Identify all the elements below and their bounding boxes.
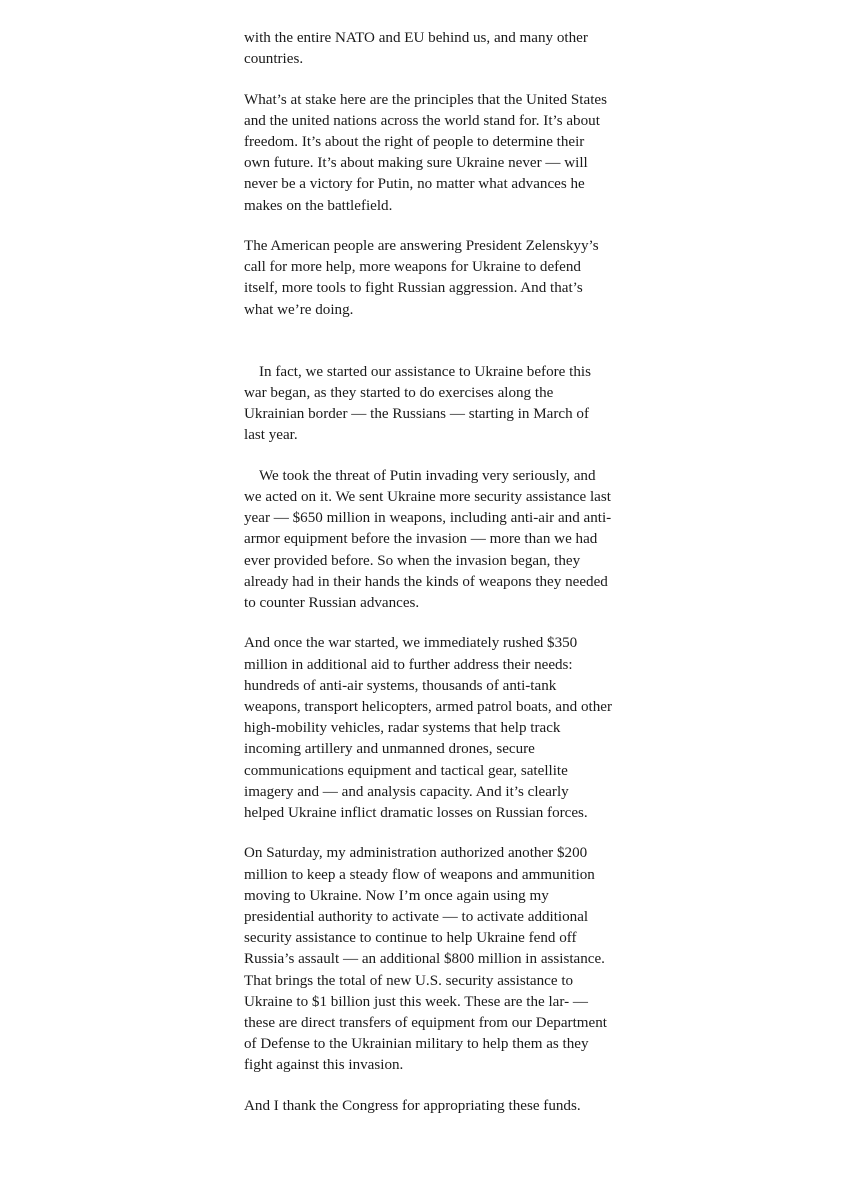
paragraph-assistance-before-war: In fact, we started our assistance to Ukraine before this war began, as they started to do exercises along the Ukrainian border — the Russians — starting in March of last year. [244, 363, 591, 444]
paragraph-american-people: The American people are answering President Zelenskyy’s call for more help, more weapons for Ukraine to defend itself, more tools to fight Russian aggression. And that’s what we’re doing. [244, 238, 599, 318]
paragraph-whats-at-stake: What’s at stake here are the principles that the United States and the united nations across the world stand for. It’s about freedom. It’s about the right of people to determine their own future. It’s about making sure Ukraine never — will never be a victory for Putin, no matter what advances he makes on the battlefield. [244, 91, 607, 214]
paragraph-nato-eu: with the entire NATO and EU behind us, and many other countries. [244, 30, 588, 68]
paragraph-war-started-aid: And once the war started, we immediately rushed $350 million in additional aid to further address their needs: hundreds of anti-air systems, thousands of anti-tank weapons, transport helicopters, armed patrol boats, and other high-mobility vehicles, radar systems that help track incoming artillery and unmanned drones, secure communications equipment and tactical gear, satellite imagery and — and analysis capacity. And it’s clearly helped Ukraine inflict dramatic losses on Russian forces. [244, 635, 613, 822]
speech-transcript-column [244, 28, 612, 1136]
paragraph-saturday-authorization: On Saturday, my administration authorized another $200 million to keep a steady flow of weapons and ammunition moving to Ukraine. Now I’m once again using my presidential authority to activate — to activate additional security assistance to continue to help Ukraine fend off Russia’s assault — an additional $800 million in assistance. That brings the total of new U.S. security assistance to Ukraine to $1 billion just this week. These are the lar- — these are direct transfers of equipment from our Department of Defense to the Ukrainian military to help them as they fight against this invasion. [244, 845, 607, 1074]
paragraph-thank-congress: And I thank the Congress for appropriating these funds. [244, 1097, 581, 1114]
paragraph-threat-of-putin: We took the threat of Putin invading very seriously, and we acted on it. We sent Ukraine more security assistance last year — $650 million in weapons, including anti-air and anti-armor equipment before the invasion — more than we had ever provided before. So when the invasion began, they already had in their hands the kinds of weapons they needed to counter Russian advances. [244, 467, 612, 612]
